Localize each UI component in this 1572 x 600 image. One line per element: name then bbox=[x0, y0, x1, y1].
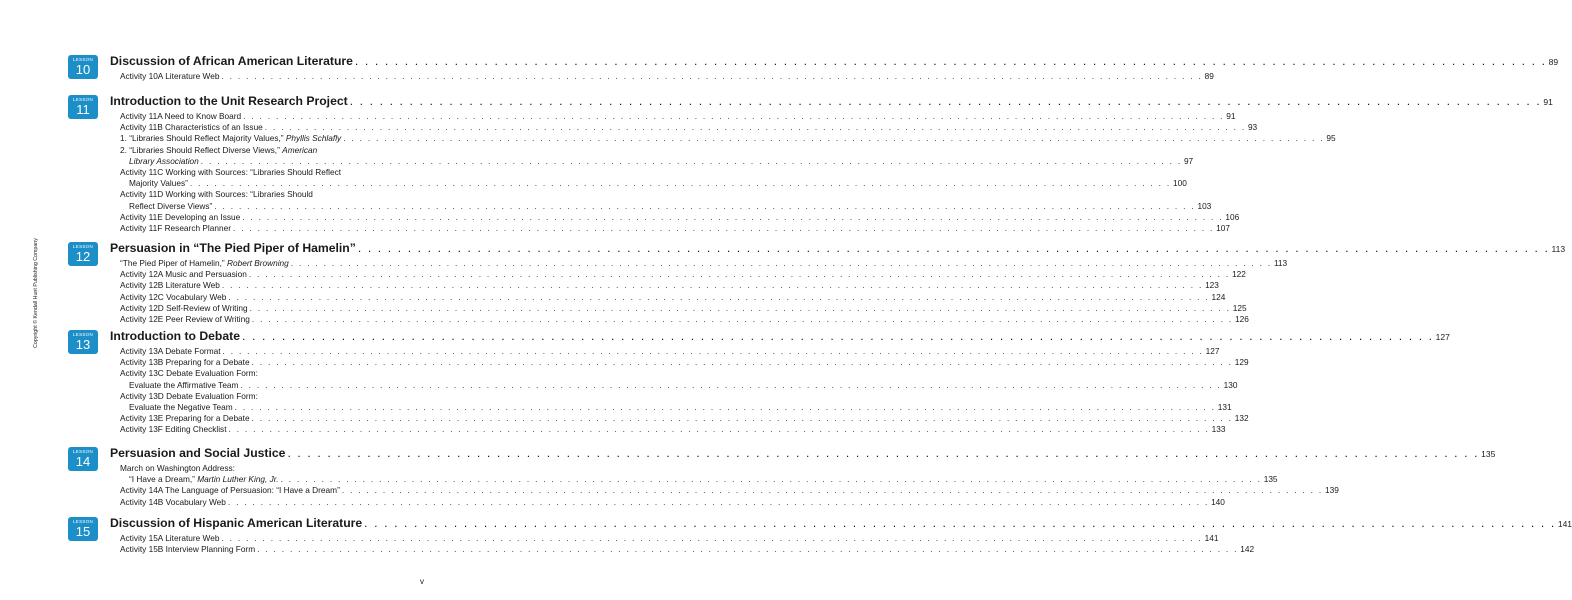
lesson-number: 12 bbox=[75, 249, 91, 264]
dot-leader: . . . . . . . . . . . . . . . . . . . . . . . . . . . . . . . . . . . . . . . . . . . . . . . . . . . . . . . . . . . . . . . . . . . . . . . . . . . . . . . . . . . . . . . . . . . . . . . . . . . . . . . . . . . . . . . . . . . . . . . . bbox=[228, 424, 1210, 435]
dot-leader: . . . . . . . . . . . . . . . . . . . . . . . . . . . . . . . . . . . . . . . . . . . . . . . . . . . . . . . . . . . . . . . . . . . . . . . . . . . . . . . . . . . . . . . . . . . . . . . . . . . . . . . . . . . . . . . . . . . . . . . . bbox=[222, 346, 1204, 356]
lesson-badge-label: LESSON bbox=[72, 519, 94, 524]
lesson-number: 14 bbox=[75, 454, 91, 469]
entry-page-number: 122 bbox=[1231, 269, 1246, 280]
lesson-page-number: 127 bbox=[1435, 332, 1450, 342]
lesson-title-row bbox=[110, 328, 1450, 345]
dot-leader: . . . . . . . . . . . . . . . . . . . . . . . . . . . . . . . . . . . . . . . . . . . . . . . . . . . . . . . . . . . . . . . . . . . . . . . . . . . . . . . . . . . . . . . . . . . . . . . . . . . . . . . . . . . . . . . . . . . . . . . . bbox=[228, 291, 1210, 302]
dot-leader: . . . . . . . . . . . . . . . . . . . . . . . . . . . . . . . . . . . . . . . . . . . . . . . . . . . . . . . . . . . . . . . . . . . . . . . . . . . . . . . . . . . . . . . . . . . . . . . . . . . . . . . . . . . . . . . . . . . . . . . . bbox=[234, 401, 1216, 412]
lesson-number: 13 bbox=[75, 337, 91, 352]
entry-title: Activity 12B Literature Web bbox=[120, 280, 220, 291]
entry-title: Activity 11A Need to Know Board bbox=[120, 111, 242, 121]
entry-title: 1. “Libraries Should Reflect Majority Values,” Phyllis Schlafly bbox=[120, 133, 342, 144]
entry-title: Activity 10A Literature Web bbox=[120, 71, 220, 81]
entry-title: 2. “Libraries Should Reflect Diverse Views,” American bbox=[120, 144, 318, 155]
entry-page-number: 97 bbox=[1183, 155, 1194, 166]
toc-entry bbox=[120, 178, 1187, 189]
dot-leader: . . . . . . . . . . . . . . . . . . . . . . . . . . . . . . . . . . . . . . . . . . . . . . . . . . . . . . . . . . . . . . . . . . . . . . . . . . . . . . . . . . . . . . . . . . . . . . . . . . . . . . . . . . . . . . . . . . . . . . . . bbox=[221, 533, 1203, 543]
entry-title: Reflect Diverse Views” bbox=[129, 200, 213, 211]
entry-page-number: 135 bbox=[1263, 474, 1278, 485]
entry-title: Evaluate the Negative Team bbox=[129, 401, 233, 412]
dot-leader: . . . . . . . . . . . . . . . . . . . . . . . . . . . . . . . . . . . . . . . . . . . . . . . . . . . . . . . . . . . . . . . . . . . . . . . . . . . . . . . . . . . . . . . . . . . . . . . . . . . . . . . . . . . . . . . . . . . . . . . . bbox=[251, 313, 1234, 324]
lesson-number: 10 bbox=[75, 62, 91, 77]
entry-page-number: 107 bbox=[1216, 222, 1230, 233]
entry-page-number: 130 bbox=[1223, 379, 1238, 390]
entry-title: Activity 11C Working with Sources: “Libraries Should Reflect bbox=[120, 166, 342, 177]
copyright-notice: Copyright © Kendall Hunt Publishing Company bbox=[33, 238, 39, 348]
entry-title: Activity 13E Preparing for a Debate bbox=[120, 413, 250, 424]
toc-entry bbox=[120, 391, 428, 402]
toc-entry bbox=[120, 200, 1212, 212]
dot-leader: . . . . . . . . . . . . . . . . . . . . . . . . . . . . . . . . . . . . . . . . . . . . . . . . . . . . . . . . . . . . . . . . . . . . . . . . . . . . . . . . . . . . . . . . . . . . . . . . . . . . . . . . . . . . . . . . . . . . . . . . bbox=[243, 111, 1225, 121]
lesson-badge-label: LESSON bbox=[72, 57, 94, 62]
lesson-badge bbox=[68, 55, 98, 79]
entry-title: Activity 13C Debate Evaluation Form: bbox=[120, 368, 258, 379]
dot-leader: . . . . . . . . . . . . . . . . . . . . . . . . . . . . . . . . . . . . . . . . . . . . . . . . . . . . . . . . . . . . . . . . . . . . . . . . . . . . . . . . . . . . . . . . . . . . . . . . . . . . . . . . . . . . . . . . . . . . . . . . bbox=[232, 222, 1215, 233]
toc-entry bbox=[120, 258, 1288, 269]
lesson-title-row bbox=[110, 445, 1496, 462]
entry-page-number: 133 bbox=[1211, 424, 1226, 435]
dot-leader: . . . . . . . . . . . . . . . . . . . . . . . . . . . . . . . . . . . . . . . . . . . . . . . . . . . . . . . . . . . . . . . . . . . . . . . . . . . . . . . . . . . . . . . . . . . . . . . . . . . . . . . . . . . . . . . . . . . . . . . . bbox=[242, 211, 1224, 222]
toc-entry bbox=[120, 291, 1226, 303]
toc-entry bbox=[120, 424, 1226, 435]
entry-title: Activity 15A Literature Web bbox=[120, 533, 220, 543]
toc-entry bbox=[120, 155, 1194, 167]
toc-entry bbox=[120, 111, 1236, 122]
entry-page-number: 126 bbox=[1235, 313, 1249, 324]
lesson-page-number: 89 bbox=[1548, 57, 1559, 67]
toc-entry bbox=[120, 474, 1278, 485]
dot-leader: . . . . . . . . . . . . . . . . . . . . . . . . . . . . . . . . . . . . . . . . . . . . . . . . . . . . . . . . . . . . . . . . . . . . . . . . . . . . . . . . . . . . . . . . . . . . . . . . . . . . . . . . . . . . . . . . . . . . . . . . bbox=[280, 474, 1262, 485]
toc-entry bbox=[120, 413, 1249, 424]
entry-title: Activity 12C Vocabulary Web bbox=[120, 291, 227, 302]
toc-entry bbox=[120, 122, 1258, 133]
toc-entry bbox=[120, 401, 1232, 413]
lesson-badge-label: LESSON bbox=[72, 332, 94, 337]
entry-title: Activity 14A The Language of Persuasion: “I Have a Dream” bbox=[120, 485, 340, 496]
dot-leader: . . . . . . . . . . . . . . . . . . . . . . . . . . . . . . . . . . . . . . . . . . . . . . . . . . . . . . . . . . . . . . . . . . . . . . . . . . . . . . . . . . . . . . . . . . . . . . . . . . . . . . . . . . . . . . . . . . . . . . . . bbox=[287, 446, 1480, 460]
entry-title: Activity 13D Debate Evaluation Form: bbox=[120, 390, 258, 401]
entry-page-number: 131 bbox=[1217, 401, 1232, 412]
entry-page-number: 103 bbox=[1197, 200, 1212, 211]
dot-leader: . . . . . . . . . . . . . . . . . . . . . . . . . . . . . . . . . . . . . . . . . . . . . . . . . . . . . . . . . . . . . . . . . . . . . . . . . . . . . . . . . . . . . . . . . . . . . . . . . . . . . . . . . . . . . . . . . . . . . . . . bbox=[251, 357, 1233, 368]
dot-leader: . . . . . . . . . . . . . . . . . . . . . . . . . . . . . . . . . . . . . . . . . . . . . . . . . . . . . . . . . . . . . . . . . . . . . . . . . . . . . . . . . . . . . . . . . . . . . . . . . . . . . . . . . . . . . . . . . . . . . . . . bbox=[221, 280, 1204, 291]
toc-entry bbox=[120, 368, 428, 379]
lesson-badge bbox=[68, 330, 98, 354]
toc-entry bbox=[120, 280, 1219, 291]
lesson-title: Discussion of Hispanic American Literature bbox=[110, 516, 363, 530]
dot-leader: . . . . . . . . . . . . . . . . . . . . . . . . . . . . . . . . . . . . . . . . . . . . . . . . . . . . . . . . . . . . . . . . . . . . . . . . . . . . . . . . . . . . . . . . . . . . . . . . . . . . . . . . . . . . . . . . . . . . . . . . bbox=[364, 516, 1556, 530]
page-number: v bbox=[420, 577, 424, 586]
toc-entry bbox=[120, 133, 1336, 144]
entry-title: Activity 13B Preparing for a Debate bbox=[120, 357, 250, 368]
lesson-badge-label: LESSON bbox=[72, 244, 94, 249]
toc-entry bbox=[120, 463, 428, 474]
dot-leader: . . . . . . . . . . . . . . . . . . . . . . . . . . . . . . . . . . . . . . . . . . . . . . . . . . . . . . . . . . . . . . . . . . . . . . . . . . . . . . . . . . . . . . . . . . . . . . . . . . . . . . . . . . . . . . . . . . . . . . . . bbox=[264, 122, 1246, 133]
toc-entry bbox=[120, 379, 1238, 391]
toc-entry bbox=[120, 302, 1247, 314]
entry-title: Evaluate the Affirmative Team bbox=[129, 379, 239, 390]
entry-title: Activity 11B Characteristics of an Issue bbox=[120, 122, 263, 133]
toc-entry bbox=[120, 211, 1240, 223]
entry-title: “I Have a Dream,” Martin Luther King, Jr. bbox=[129, 474, 279, 485]
dot-leader: . . . . . . . . . . . . . . . . . . . . . . . . . . . . . . . . . . . . . . . . . . . . . . . . . . . . . . . . . . . . . . . . . . . . . . . . . . . . . . . . . . . . . . . . . . . . . . . . . . . . . . . . . . . . . . . . . . . . . . . . bbox=[248, 269, 1230, 280]
toc-entry bbox=[120, 533, 1219, 544]
entry-title: Activity 12E Peer Review of Writing bbox=[120, 313, 250, 324]
entry-page-number: 127 bbox=[1205, 346, 1220, 356]
entry-title: “The Pied Piper of Hamelin,” Robert Browning bbox=[120, 258, 289, 268]
entry-title: March on Washington Address: bbox=[120, 463, 235, 473]
entry-page-number: 140 bbox=[1211, 496, 1225, 507]
lesson-badge bbox=[68, 242, 98, 266]
lesson-page-number: 113 bbox=[1551, 244, 1566, 254]
lesson-title: Introduction to the Unit Research Project bbox=[110, 94, 348, 108]
lesson-entries bbox=[120, 258, 1288, 325]
dot-leader: . . . . . . . . . . . . . . . . . . . . . . . . . . . . . . . . . . . . . . . . . . . . . . . . . . . . . . . . . . . . . . . . . . . . . . . . . . . . . . . . . . . . . . . . . . . . . . . . . . . . . . . . . . . . . . . . . . . . . . . . bbox=[227, 496, 1210, 507]
lesson-title: Persuasion and Social Justice bbox=[110, 446, 286, 460]
lesson-page-number: 91 bbox=[1543, 97, 1553, 107]
toc-entry bbox=[120, 485, 1339, 496]
lesson-title: Introduction to Debate bbox=[110, 329, 240, 343]
dot-leader: . . . . . . . . . . . . . . . . . . . . . . . . . . . . . . . . . . . . . . . . . . . . . . . . . . . . . . . . . . . . . . . . . . . . . . . . . . . . . . . . . . . . . . . . . . . . . . . . . . . . . . . . . . . . . . . . . . . . . . . . bbox=[249, 302, 1231, 313]
entry-page-number: 93 bbox=[1247, 122, 1258, 133]
toc-entry bbox=[120, 189, 428, 200]
entry-title: Activity 11E Developing an Issue bbox=[120, 211, 241, 222]
entry-page-number: 106 bbox=[1225, 211, 1240, 222]
toc-entry bbox=[120, 222, 1230, 234]
entry-page-number: 142 bbox=[1240, 544, 1255, 555]
entry-page-number: 89 bbox=[1204, 71, 1214, 81]
toc-entry bbox=[120, 167, 428, 178]
lesson-number: 15 bbox=[75, 524, 91, 539]
entry-page-number: 123 bbox=[1205, 280, 1219, 291]
entry-title: Activity 12A Music and Persuasion bbox=[120, 269, 247, 280]
entry-page-number: 95 bbox=[1326, 133, 1336, 144]
dot-leader: . . . . . . . . . . . . . . . . . . . . . . . . . . . . . . . . . . . . . . . . . . . . . . . . . . . . . . . . . . . . . . . . . . . . . . . . . . . . . . . . . . . . . . . . . . . . . . . . . . . . . . . . . . . . . . . . . . . . . . . . bbox=[242, 329, 1434, 343]
dot-leader: . . . . . . . . . . . . . . . . . . . . . . . . . . . . . . . . . . . . . . . . . . . . . . . . . . . . . . . . . . . . . . . . . . . . . . . . . . . . . . . . . . . . . . . . . . . . . . . . . . . . . . . . . . . . . . . . . . . . . . . . bbox=[349, 94, 1542, 108]
dot-leader: . . . . . . . . . . . . . . . . . . . . . . . . . . . . . . . . . . . . . . . . . . . . . . . . . . . . . . . . . . . . . . . . . . . . . . . . . . . . . . . . . . . . . . . . . . . . . . . . . . . . . . . . . . . . . . . . . . . . . . . . bbox=[290, 258, 1272, 268]
entry-page-number: 100 bbox=[1173, 178, 1187, 189]
entry-page-number: 125 bbox=[1232, 302, 1247, 313]
lesson-number: 11 bbox=[76, 102, 90, 117]
dot-leader: . . . . . . . . . . . . . . . . . . . . . . . . . . . . . . . . . . . . . . . . . . . . . . . . . . . . . . . . . . . . . . . . . . . . . . . . . . . . . . . . . . . . . . . . . . . . . . . . . . . . . . . . . . . . . . . . . . . . . . . . bbox=[354, 54, 1547, 68]
entry-page-number: 141 bbox=[1204, 533, 1219, 543]
toc-entry bbox=[120, 313, 1249, 325]
lesson-badge bbox=[68, 95, 98, 119]
dot-leader: . . . . . . . . . . . . . . . . . . . . . . . . . . . . . . . . . . . . . . . . . . . . . . . . . . . . . . . . . . . . . . . . . . . . . . . . . . . . . . . . . . . . . . . . . . . . . . . . . . . . . . . . . . . . . . . . . . . . . . . . bbox=[214, 200, 1196, 211]
entry-page-number: 113 bbox=[1273, 258, 1288, 268]
entry-page-number: 129 bbox=[1234, 357, 1249, 368]
entry-page-number: 91 bbox=[1226, 111, 1236, 121]
lesson-title-row bbox=[110, 53, 1559, 70]
dot-leader: . . . . . . . . . . . . . . . . . . . . . . . . . . . . . . . . . . . . . . . . . . . . . . . . . . . . . . . . . . . . . . . . . . . . . . . . . . . . . . . . . . . . . . . . . . . . . . . . . . . . . . . . . . . . . . . . . . . . . . . . bbox=[189, 178, 1172, 189]
lesson-title-row bbox=[110, 240, 1566, 257]
lesson-page-number: 141 bbox=[1557, 519, 1572, 529]
dot-leader: . . . . . . . . . . . . . . . . . . . . . . . . . . . . . . . . . . . . . . . . . . . . . . . . . . . . . . . . . . . . . . . . . . . . . . . . . . . . . . . . . . . . . . . . . . . . . . . . . . . . . . . . . . . . . . . . . . . . . . . . bbox=[341, 485, 1323, 496]
entry-title: Majority Values” bbox=[129, 178, 188, 189]
lesson-title: Discussion of African American Literature bbox=[110, 54, 353, 68]
entry-title: Library Association bbox=[129, 155, 199, 166]
lesson-page-number: 135 bbox=[1481, 449, 1496, 459]
lesson-entries bbox=[120, 346, 1249, 436]
lesson-entries bbox=[120, 71, 1214, 82]
lesson-badge bbox=[68, 447, 98, 471]
toc-entry bbox=[120, 71, 1214, 82]
dot-leader: . . . . . . . . . . . . . . . . . . . . . . . . . . . . . . . . . . . . . . . . . . . . . . . . . . . . . . . . . . . . . . . . . . . . . . . . . . . . . . . . . . . . . . . . . . . . . . . . . . . . . . . . . . . . . . . . . . . . . . . . bbox=[357, 241, 1550, 255]
toc-entry bbox=[120, 145, 428, 156]
lesson-entries bbox=[120, 111, 1336, 234]
lesson-badge-label: LESSON bbox=[72, 449, 94, 454]
entry-page-number: 139 bbox=[1324, 485, 1339, 496]
toc-entry bbox=[120, 357, 1249, 368]
toc-entry bbox=[120, 496, 1225, 508]
toc-entry bbox=[120, 346, 1220, 357]
entry-page-number: 132 bbox=[1234, 413, 1249, 424]
lesson-title-row bbox=[110, 515, 1572, 532]
entry-title: Activity 12D Self-Review of Writing bbox=[120, 302, 248, 313]
dot-leader: . . . . . . . . . . . . . . . . . . . . . . . . . . . . . . . . . . . . . . . . . . . . . . . . . . . . . . . . . . . . . . . . . . . . . . . . . . . . . . . . . . . . . . . . . . . . . . . . . . . . . . . . . . . . . . . . . . . . . . . . bbox=[240, 379, 1222, 390]
lesson-entries bbox=[120, 533, 1255, 555]
dot-leader: . . . . . . . . . . . . . . . . . . . . . . . . . . . . . . . . . . . . . . . . . . . . . . . . . . . . . . . . . . . . . . . . . . . . . . . . . . . . . . . . . . . . . . . . . . . . . . . . . . . . . . . . . . . . . . . . . . . . . . . . bbox=[343, 133, 1325, 144]
dot-leader: . . . . . . . . . . . . . . . . . . . . . . . . . . . . . . . . . . . . . . . . . . . . . . . . . . . . . . . . . . . . . . . . . . . . . . . . . . . . . . . . . . . . . . . . . . . . . . . . . . . . . . . . . . . . . . . . . . . . . . . . bbox=[251, 413, 1233, 424]
entry-title: Activity 13F Editing Checklist bbox=[120, 424, 227, 435]
entry-title: Activity 11F Research Planner bbox=[120, 222, 231, 233]
dot-leader: . . . . . . . . . . . . . . . . . . . . . . . . . . . . . . . . . . . . . . . . . . . . . . . . . . . . . . . . . . . . . . . . . . . . . . . . . . . . . . . . . . . . . . . . . . . . . . . . . . . . . . . . . . . . . . . . . . . . . . . . bbox=[200, 155, 1182, 166]
entry-title: Activity 14B Vocabulary Web bbox=[120, 496, 226, 507]
entry-title: Activity 11D Working with Sources: “Libraries Should bbox=[120, 189, 313, 200]
toc-entry bbox=[120, 269, 1246, 280]
entry-title: Activity 13A Debate Format bbox=[120, 346, 221, 356]
lesson-title-row bbox=[110, 93, 1553, 110]
toc-entry bbox=[120, 544, 1255, 555]
dot-leader: . . . . . . . . . . . . . . . . . . . . . . . . . . . . . . . . . . . . . . . . . . . . . . . . . . . . . . . . . . . . . . . . . . . . . . . . . . . . . . . . . . . . . . . . . . . . . . . . . . . . . . . . . . . . . . . . . . . . . . . . bbox=[257, 544, 1239, 555]
entry-title: Activity 15B Interview Planning Form bbox=[120, 544, 256, 555]
entry-page-number: 124 bbox=[1211, 291, 1226, 302]
lesson-badge-label: LESSON bbox=[72, 97, 94, 102]
lesson-badge bbox=[68, 517, 98, 541]
dot-leader: . . . . . . . . . . . . . . . . . . . . . . . . . . . . . . . . . . . . . . . . . . . . . . . . . . . . . . . . . . . . . . . . . . . . . . . . . . . . . . . . . . . . . . . . . . . . . . . . . . . . . . . . . . . . . . . . . . . . . . . . bbox=[221, 71, 1203, 81]
lesson-title: Persuasion in “The Pied Piper of Hamelin” bbox=[110, 241, 356, 255]
lesson-entries bbox=[120, 463, 1339, 508]
